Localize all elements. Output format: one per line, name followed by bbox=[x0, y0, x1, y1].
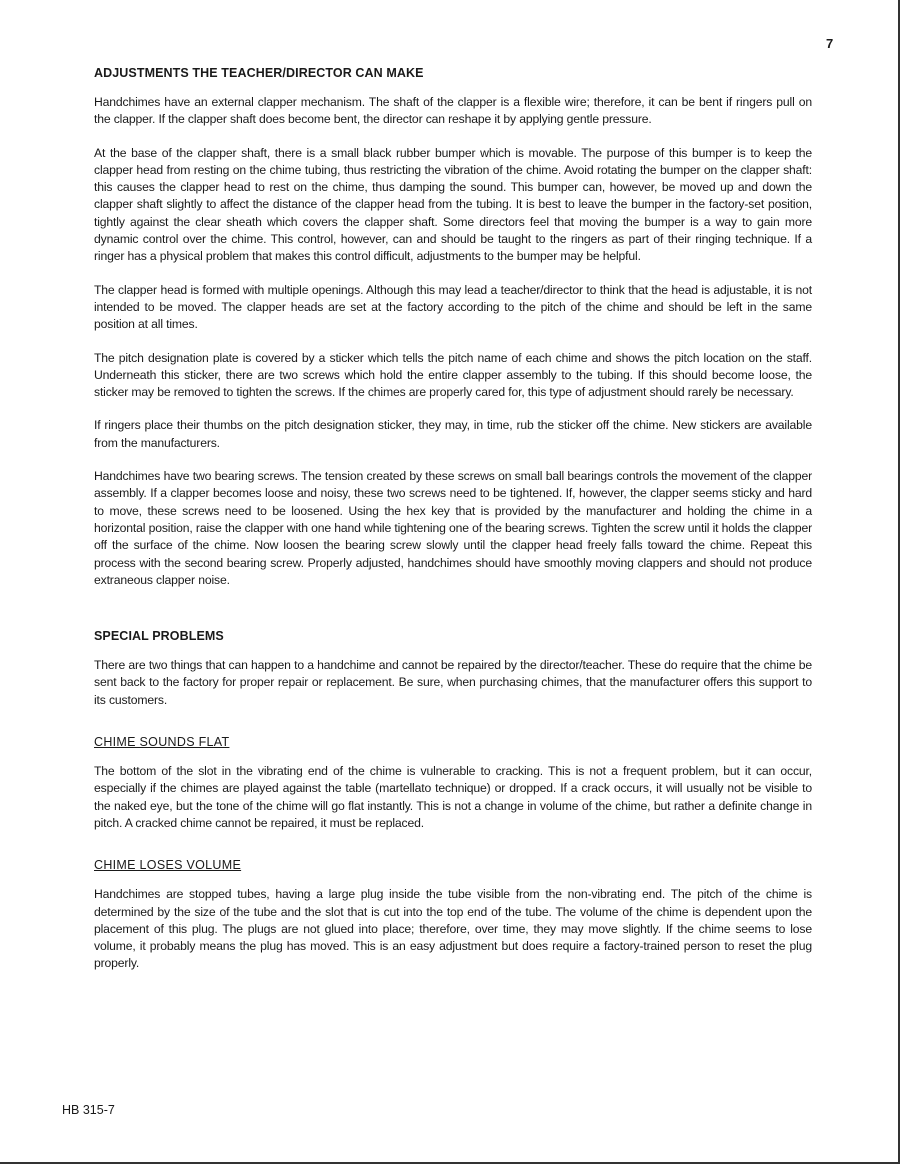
paragraph: The pitch designation plate is covered by a sticker which tells the pitch name of each chime and shows the pitch location on the staff. Underneath this sticker, there are two screws which hold the entire clapper assembly to the tubing. If this should become loose, the sticker may be removed to tighten the screws. If the chimes are properly cared for, this type of adjustment should rarely be necessary. bbox=[94, 350, 812, 400]
paragraph: Handchimes have two bearing screws. The tension created by these screws on small ball bearings controls the movement of the clapper assembly. If a clapper becomes loose and noisy, these two screws need to be tightened. If, however, the clapper seems sticky and hard to move, these screws need to be loosened. Using the hex key that is provided by the manufacturer and holding the chime in a horizontal position, raise the clapper with one hand while tightening one of the bearing screws. Tighten the screw until it holds the clapper off the surface of the chime. Now loosen the bearing screw slowly until the clapper head freely falls toward the chime. Repeat this process with the second bearing screw. Properly adjusted, handchimes should have smoothly moving clappers and should not produce extraneous clapper noise. bbox=[94, 469, 812, 587]
paragraph: Handchimes are stopped tubes, having a large plug inside the tube visible from the non-vibrating end. The pitch of the chime is determined by the size of the tube and the slot that is cut into the top end of the tube. The volume of the chime is dependent upon the placement of this plug. The plugs are not glued into place; therefore, over time, they may move slightly. If the chime seems to lose volume, it probably means the plug has moved. This is an easy adjustment but does require a factory-trained person to reset the plug properly. bbox=[94, 887, 812, 971]
subheading-chime-sounds-flat: CHIME SOUNDS FLAT bbox=[94, 735, 230, 750]
page-number: 7 bbox=[826, 36, 834, 51]
paragraph: The bottom of the slot in the vibrating end of the chime is vulnerable to cracking. This is not a frequent problem, but it can occur, especially if the chimes are played against the table (martellato technique) or dropped. If a crack occurs, it will usually not be visible to the naked eye, but the tone of the chime will go flat instantly. This is not a change in volume of the chime, but rather a definite change in pitch. A cracked chime cannot be repaired, it must be replaced. bbox=[94, 764, 812, 830]
paragraph: The clapper head is formed with multiple openings. Although this may lead a teacher/director to think that the head is adjustable, it is not intended to be moved. The clapper heads are set at the factory according to the pitch of the chime and should be left in the same position at all times. bbox=[94, 282, 812, 332]
page-content bbox=[94, 66, 812, 989]
paragraph: If ringers place their thumbs on the pitch designation sticker, they may, in time, rub the sticker off the chime. New stickers are available from the manufacturers. bbox=[94, 418, 812, 450]
paragraph: There are two things that can happen to a handchime and cannot be repaired by the director/teacher. These do require that the chime be sent back to the factory for proper repair or replacement. Be sure, when purchasing chimes, that the manufacturer offers this support to its customers. bbox=[94, 658, 812, 707]
footer-code: HB 315-7 bbox=[62, 1103, 115, 1117]
paragraph: Handchimes have an external clapper mechanism. The shaft of the clapper is a flexible wire; therefore, it can be bent if ringers pull on the clapper. If the clapper shaft does become bent, the director can reshape it by applying gentle pressure. bbox=[94, 95, 812, 127]
paragraph: At the base of the clapper shaft, there is a small black rubber bumper which is movable. The purpose of this bumper is to keep the clapper head from resting on the chime tubing, thus restricting the vibration of the chime. Avoid rotating the bumper on the clapper shaft: this causes the clapper head to rest on the chime, thus damping the sound. This bumper can, however, be moved up and down the clapper shaft slightly to affect the distance of the clapper head from the tubing. It is best to leave the bumper in the factory-set position, tightly against the clear sheath which covers the clapper shaft. Some directors feel that moving the bumper is a way to gain more dynamic control over the chime. This control, however, can and should be taught to the ringers as part of their ringing technique. If a ringer has a physical problem that makes this control difficult, adjustments to the bumper may be helpful. bbox=[94, 145, 812, 264]
section-heading-special-problems: SPECIAL PROBLEMS bbox=[94, 629, 224, 644]
subheading-chime-loses-volume: CHIME LOSES VOLUME bbox=[94, 858, 242, 873]
section-heading-adjustments: ADJUSTMENTS THE TEACHER/DIRECTOR CAN MAKE bbox=[94, 66, 424, 80]
